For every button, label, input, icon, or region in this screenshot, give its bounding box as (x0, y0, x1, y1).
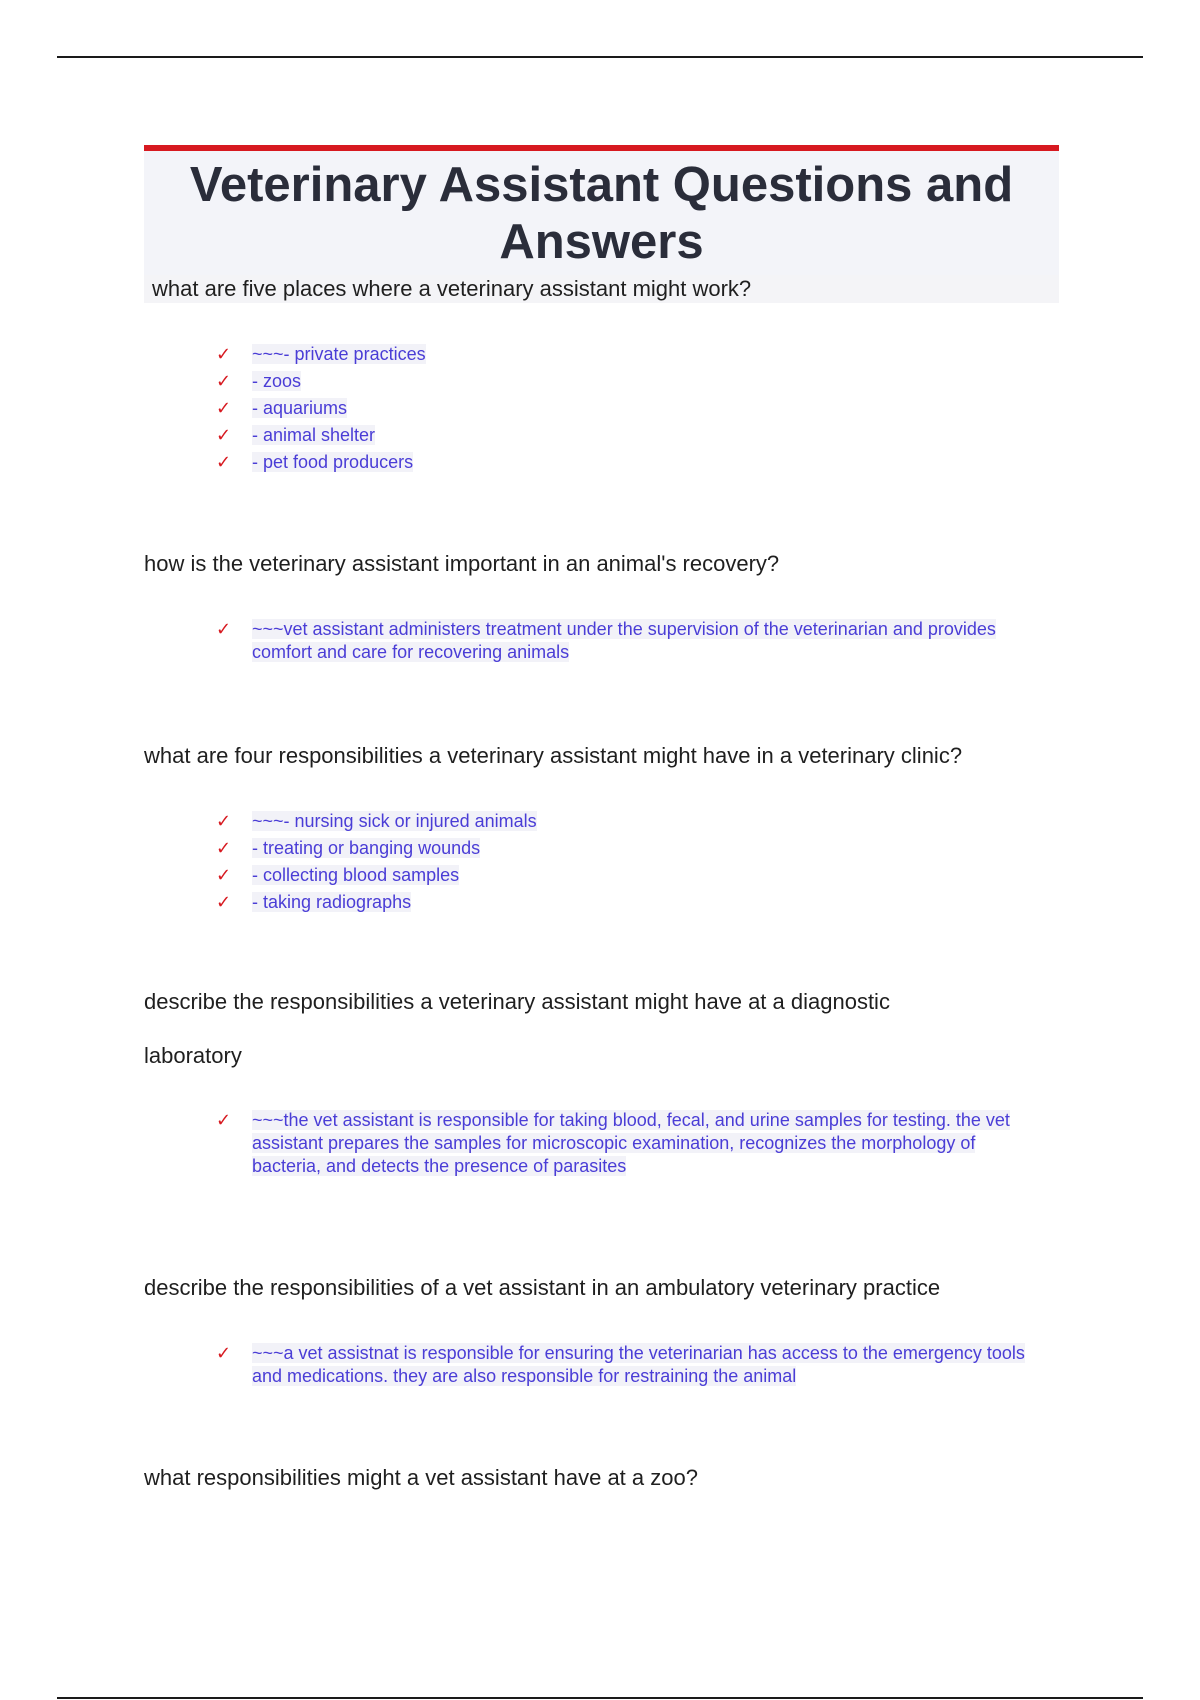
answer-text: - collecting blood samples (252, 865, 460, 885)
answer-list (144, 1109, 1049, 1178)
answer-text: - aquariums (252, 398, 348, 418)
list-item (144, 1342, 1044, 1388)
question-text: what are five places where a veterinary assistant might work? (144, 275, 1059, 303)
check-icon: ✓ (216, 371, 232, 392)
question-text: describe the responsibilities a veterinary assistant might have at a diagnostic laboratory (144, 989, 890, 1068)
list-item (144, 889, 1059, 916)
answer-text: ~~~- nursing sick or injured animals (252, 811, 537, 831)
answer-text: ~~~the vet assistant is responsible for taking blood, fecal, and urine samples for testing. the vet assistant prepares the samples for microscopic examination, recognizes the morphology of bacteria, and detects the presence of parasites (252, 1110, 1010, 1176)
check-icon: ✓ (216, 1110, 232, 1131)
answer-list (144, 618, 1044, 664)
check-icon: ✓ (216, 619, 232, 640)
answer-text: ~~~a vet assistnat is responsible for ensuring the veterinarian has access to the emergency tools and medications. they are also responsible for restraining the animal (252, 1343, 1025, 1386)
answer-text: - taking radiographs (252, 892, 412, 912)
answer-list (144, 341, 1059, 476)
check-icon: ✓ (216, 811, 232, 832)
question-text: what responsibilities might a vet assistant have at a zoo? (144, 1465, 698, 1490)
check-icon: ✓ (216, 452, 232, 473)
list-item (144, 808, 1059, 835)
list-item (144, 862, 1059, 889)
check-icon: ✓ (216, 1343, 232, 1364)
qa-section (144, 275, 1059, 476)
check-icon: ✓ (216, 865, 232, 886)
question-text: how is the veterinary assistant important in an animal's recovery? (144, 551, 780, 576)
check-icon: ✓ (216, 425, 232, 446)
list-item (144, 618, 1044, 664)
list-item (144, 368, 1059, 395)
list-item (144, 395, 1059, 422)
qa-section (144, 550, 1059, 664)
question-text: what are four responsibilities a veterinary assistant might have in a veterinary clinic? (144, 743, 963, 768)
title-banner (144, 145, 1059, 279)
answer-text: - zoos (252, 371, 302, 391)
answer-list (144, 808, 1059, 916)
qa-section (144, 1464, 1059, 1492)
list-item (144, 449, 1059, 476)
qa-section (144, 975, 1059, 1178)
check-icon: ✓ (216, 838, 232, 859)
answer-text: - treating or banging wounds (252, 838, 481, 858)
bottom-rule (57, 1697, 1143, 1699)
top-rule (57, 56, 1143, 58)
check-icon: ✓ (216, 344, 232, 365)
answer-text: ~~~- private practices (252, 344, 426, 364)
document-body (144, 145, 1059, 1490)
question-text: describe the responsibilities of a vet assistant in an ambulatory veterinary practice (144, 1275, 941, 1300)
qa-section (144, 742, 1059, 916)
answer-text: ~~~vet assistant administers treatment under the supervision of the veterinarian and provides comfort and care for recovering animals (252, 619, 996, 662)
page-title: Veterinary Assistant Questions and Answers (189, 158, 1014, 269)
list-item (144, 1109, 1049, 1178)
qa-section (144, 1274, 1059, 1388)
check-icon: ✓ (216, 398, 232, 419)
answer-list (144, 1342, 1044, 1388)
answer-text: - pet food producers (252, 452, 414, 472)
answer-text: - animal shelter (252, 425, 376, 445)
list-item (144, 835, 1059, 862)
check-icon: ✓ (216, 892, 232, 913)
list-item (144, 422, 1059, 449)
list-item (144, 341, 1059, 368)
